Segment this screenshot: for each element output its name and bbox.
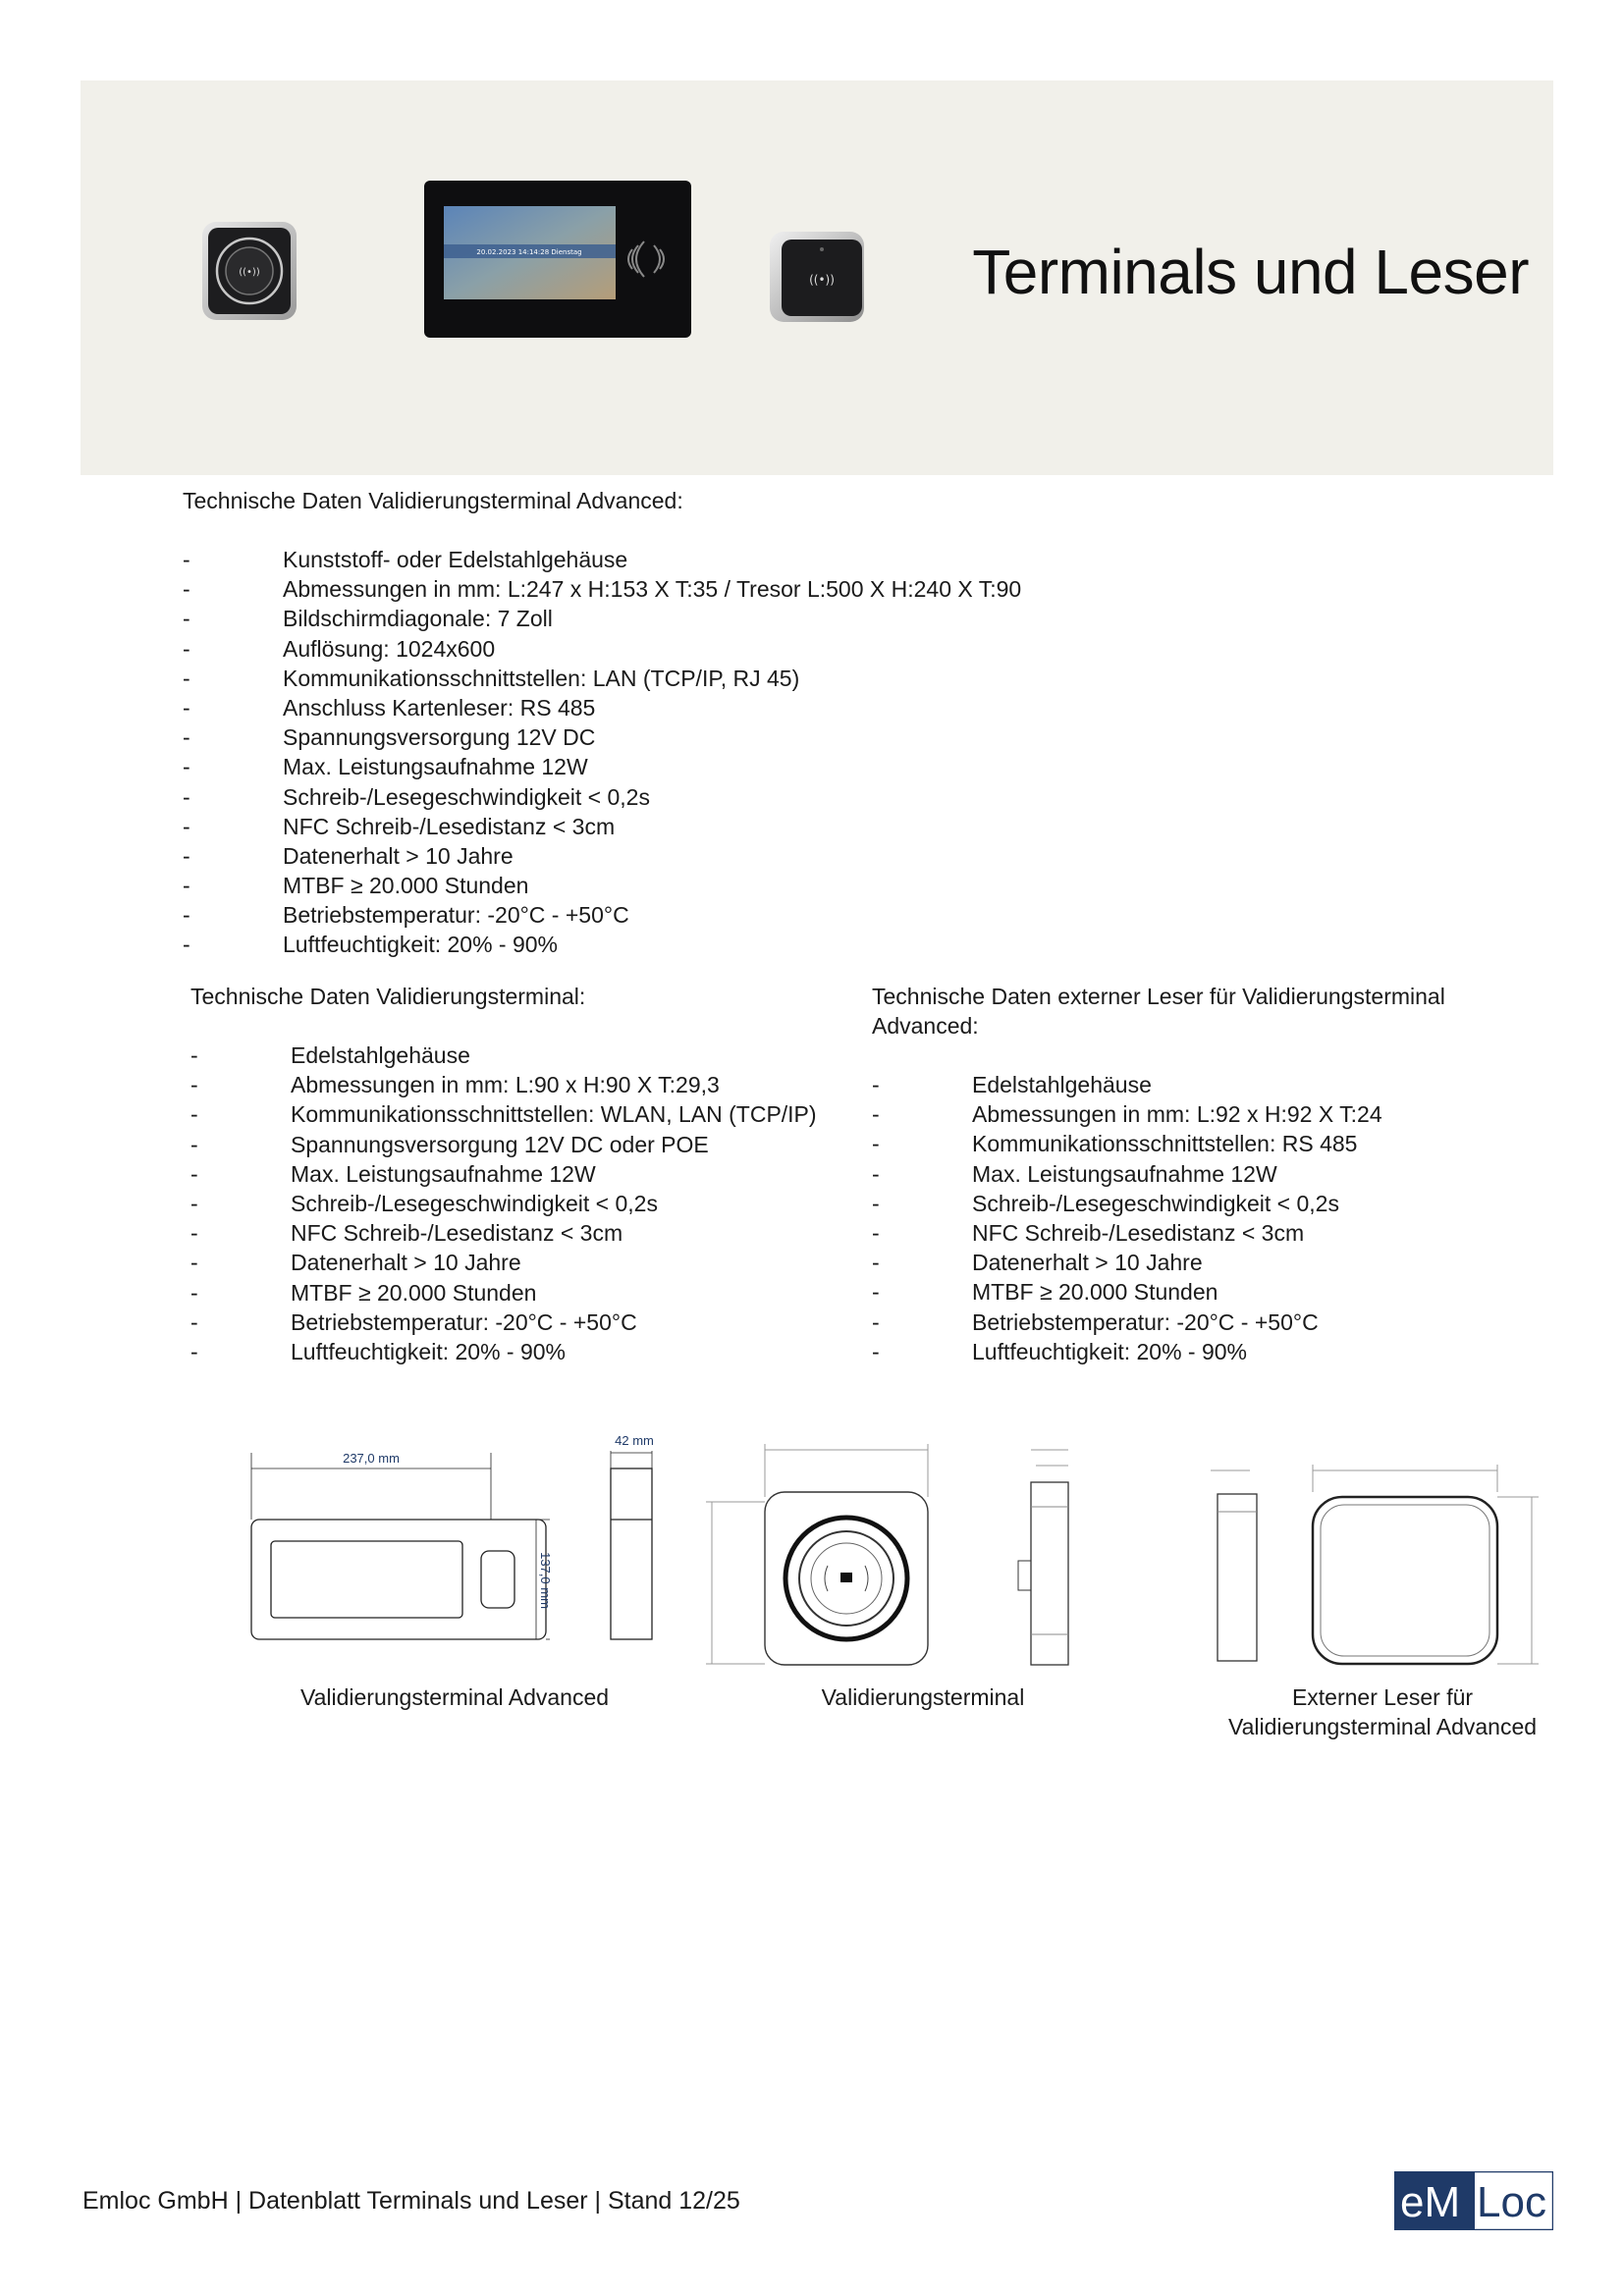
bullet-dash: - [190, 1072, 198, 1098]
spec-item [872, 1159, 1540, 1189]
section-title-terminal: Technische Daten Validierungsterminal: [190, 984, 586, 1009]
spec-item [190, 1159, 858, 1189]
svg-text:((•)): ((•)) [239, 267, 260, 278]
bullet-dash: - [190, 1101, 198, 1128]
spec-item [872, 1248, 1540, 1277]
bullet-dash: - [872, 1250, 880, 1276]
spec-item-text: MTBF ≥ 20.000 Stunden [291, 1279, 537, 1306]
spec-item [183, 574, 1164, 604]
bullet-dash: - [183, 813, 190, 839]
spec-item-text: Auflösung: 1024x600 [283, 635, 496, 662]
spec-item-text: Datenerhalt > 10 Jahre [291, 1250, 521, 1276]
spec-item-text: Luftfeuchtigkeit: 20% - 90% [972, 1338, 1247, 1364]
logo-text-part2: Loc [1477, 2178, 1546, 2226]
spec-item-text: Kommunikationsschnittstellen: LAN (TCP/IP, RJ 45) [283, 665, 800, 691]
spec-item [183, 782, 1164, 812]
bullet-dash: - [183, 635, 190, 662]
spec-item-text: Schreib-/Lesegeschwindigkeit < 0,2s [283, 783, 650, 810]
externer-leser-photo [768, 230, 866, 324]
validierungsterminal-photo [200, 220, 298, 322]
spec-item-text: Schreib-/Lesegeschwindigkeit < 0,2s [972, 1190, 1339, 1216]
spec-item-text: Luftfeuchtigkeit: 20% - 90% [291, 1338, 566, 1364]
bullet-dash: - [190, 1131, 198, 1157]
drawing-terminal [702, 1438, 1105, 1674]
spec-item-text: Spannungsversorgung 12V DC oder POE [291, 1131, 709, 1157]
bullet-dash: - [183, 694, 190, 721]
spec-item [183, 871, 1164, 900]
spec-item-text: Betriebstemperatur: -20°C - +50°C [972, 1308, 1319, 1335]
bullet-dash: - [872, 1308, 880, 1335]
bullet-dash: - [183, 754, 190, 780]
bullet-dash: - [183, 902, 190, 929]
spec-item [183, 604, 1164, 633]
screen-date-text: 20.02.2023 14:14:28 Dienstag [476, 248, 582, 256]
bullet-dash: - [872, 1219, 880, 1246]
bullet-dash: - [190, 1308, 198, 1335]
bullet-dash: - [190, 1042, 198, 1068]
bullet-dash: - [190, 1279, 198, 1306]
bullet-dash: - [183, 724, 190, 751]
spec-item [190, 1308, 858, 1337]
spec-item [872, 1129, 1540, 1158]
bullet-dash: - [872, 1160, 880, 1187]
bullet-dash: - [183, 576, 190, 603]
spec-item [183, 752, 1164, 781]
spec-item-text: Spannungsversorgung 12V DC [283, 724, 596, 751]
spec-item [183, 841, 1164, 871]
spec-item [183, 664, 1164, 693]
spec-item [183, 722, 1164, 752]
emloc-logo [1394, 2171, 1553, 2230]
dimension-width: 237,0 mm [343, 1451, 400, 1466]
spec-item-text: NFC Schreib-/Lesedistanz < 3cm [972, 1219, 1305, 1246]
spec-item [190, 1337, 858, 1366]
spec-item-text: Betriebstemperatur: -20°C - +50°C [291, 1308, 637, 1335]
spec-item-text: MTBF ≥ 20.000 Stunden [283, 873, 529, 899]
spec-item-text: Kommunikationsschnittstellen: RS 485 [972, 1131, 1358, 1157]
drawing-advanced [236, 1423, 668, 1669]
spec-list-advanced [183, 545, 1164, 960]
bullet-dash: - [183, 665, 190, 691]
spec-item [190, 1130, 858, 1159]
spec-item-text: Max. Leistungsaufnahme 12W [283, 754, 588, 780]
bullet-dash: - [872, 1190, 880, 1216]
bullet-dash: - [183, 606, 190, 632]
spec-item [190, 1278, 858, 1308]
spec-item-text: NFC Schreib-/Lesedistanz < 3cm [291, 1220, 623, 1247]
spec-item-text: Abmessungen in mm: L:92 x H:92 X T:24 [972, 1101, 1382, 1128]
spec-list-terminal [190, 1041, 858, 1366]
spec-item [190, 1041, 858, 1070]
svg-text:((•)): ((•)) [809, 273, 835, 287]
bullet-dash: - [872, 1338, 880, 1364]
spec-item-text: Max. Leistungsaufnahme 12W [972, 1160, 1277, 1187]
spec-item-text: Luftfeuchtigkeit: 20% - 90% [283, 932, 558, 958]
section-title-reader-line2: Advanced: [872, 1013, 979, 1039]
spec-item-text: Edelstahlgehäuse [291, 1042, 470, 1068]
spec-item [183, 900, 1164, 930]
caption-terminal: Validierungsterminal [821, 1684, 1025, 1710]
spec-item-text: Edelstahlgehäuse [972, 1072, 1152, 1097]
spec-item-text: NFC Schreib-/Lesedistanz < 3cm [283, 813, 616, 839]
bullet-dash: - [183, 783, 190, 810]
spec-item [183, 693, 1164, 722]
spec-list-reader [872, 1070, 1540, 1366]
bullet-dash: - [872, 1101, 880, 1128]
spec-item-text: MTBF ≥ 20.000 Stunden [972, 1279, 1218, 1306]
spec-item-text: Bildschirmdiagonale: 7 Zoll [283, 606, 553, 632]
spec-item [872, 1218, 1540, 1248]
spec-item [183, 812, 1164, 841]
section-title-reader [872, 982, 1445, 1041]
caption-reader-line2: Validierungsterminal Advanced [1227, 1714, 1538, 1739]
page-title: Terminals und Leser [972, 237, 1529, 307]
spec-item [183, 930, 1164, 959]
spec-item-text: Betriebstemperatur: -20°C - +50°C [283, 902, 629, 929]
spec-item [872, 1070, 1540, 1099]
drawing-reader [1203, 1453, 1556, 1679]
spec-item-text: Schreib-/Lesegeschwindigkeit < 0,2s [291, 1190, 658, 1216]
validierungsterminal-advanced-photo [424, 181, 691, 338]
spec-item [183, 545, 1164, 574]
bullet-dash: - [190, 1250, 198, 1276]
spec-item [190, 1218, 858, 1248]
spec-item [872, 1337, 1540, 1366]
dimension-depth: 42 mm [615, 1433, 654, 1448]
spec-item [190, 1189, 858, 1218]
spec-item [190, 1248, 858, 1277]
bullet-dash: - [872, 1279, 880, 1306]
bullet-dash: - [183, 873, 190, 899]
caption-advanced: Validierungsterminal Advanced [299, 1684, 610, 1710]
bullet-dash: - [183, 547, 190, 572]
section-title-advanced: Technische Daten Validierungsterminal Advanced: [183, 488, 683, 513]
spec-item [872, 1189, 1540, 1218]
spec-item [872, 1099, 1540, 1129]
spec-item-text: Abmessungen in mm: L:90 x H:90 X T:29,3 [291, 1072, 720, 1098]
bullet-dash: - [183, 932, 190, 958]
bullet-dash: - [190, 1338, 198, 1364]
spec-item-text: Abmessungen in mm: L:247 x H:153 X T:35 / Tresor L:500 X H:240 X T:90 [283, 576, 1022, 603]
spec-item [190, 1099, 858, 1129]
spec-item-text: Kunststoff- oder Edelstahlgehäuse [283, 547, 628, 572]
spec-item [183, 634, 1164, 664]
bullet-dash: - [190, 1190, 198, 1216]
spec-item [872, 1308, 1540, 1337]
spec-item-text: Anschluss Kartenleser: RS 485 [283, 694, 596, 721]
spec-item-text: Datenerhalt > 10 Jahre [972, 1250, 1203, 1276]
spec-item-text: Kommunikationsschnittstellen: WLAN, LAN (TCP/IP) [291, 1101, 817, 1128]
caption-reader [1196, 1682, 1569, 1741]
footer-text: Emloc GmbH | Datenblatt Terminals und Leser | Stand 12/25 [82, 2187, 740, 2215]
dimension-height: 137,0 mm [538, 1552, 553, 1609]
logo-text-part1: eM [1400, 2178, 1461, 2226]
spec-item [872, 1277, 1540, 1307]
caption-reader-line1: Externer Leser für [1291, 1684, 1474, 1710]
bullet-dash: - [872, 1072, 880, 1097]
spec-item [190, 1070, 858, 1099]
bullet-dash: - [183, 842, 190, 869]
spec-item-text: Datenerhalt > 10 Jahre [283, 842, 514, 869]
spec-item-text: Max. Leistungsaufnahme 12W [291, 1160, 596, 1187]
hero-banner [81, 80, 1553, 475]
bullet-dash: - [190, 1220, 198, 1247]
bullet-dash: - [872, 1131, 880, 1157]
bullet-dash: - [190, 1160, 198, 1187]
section-title-reader-line1: Technische Daten externer Leser für Validierungsterminal [872, 984, 1445, 1009]
